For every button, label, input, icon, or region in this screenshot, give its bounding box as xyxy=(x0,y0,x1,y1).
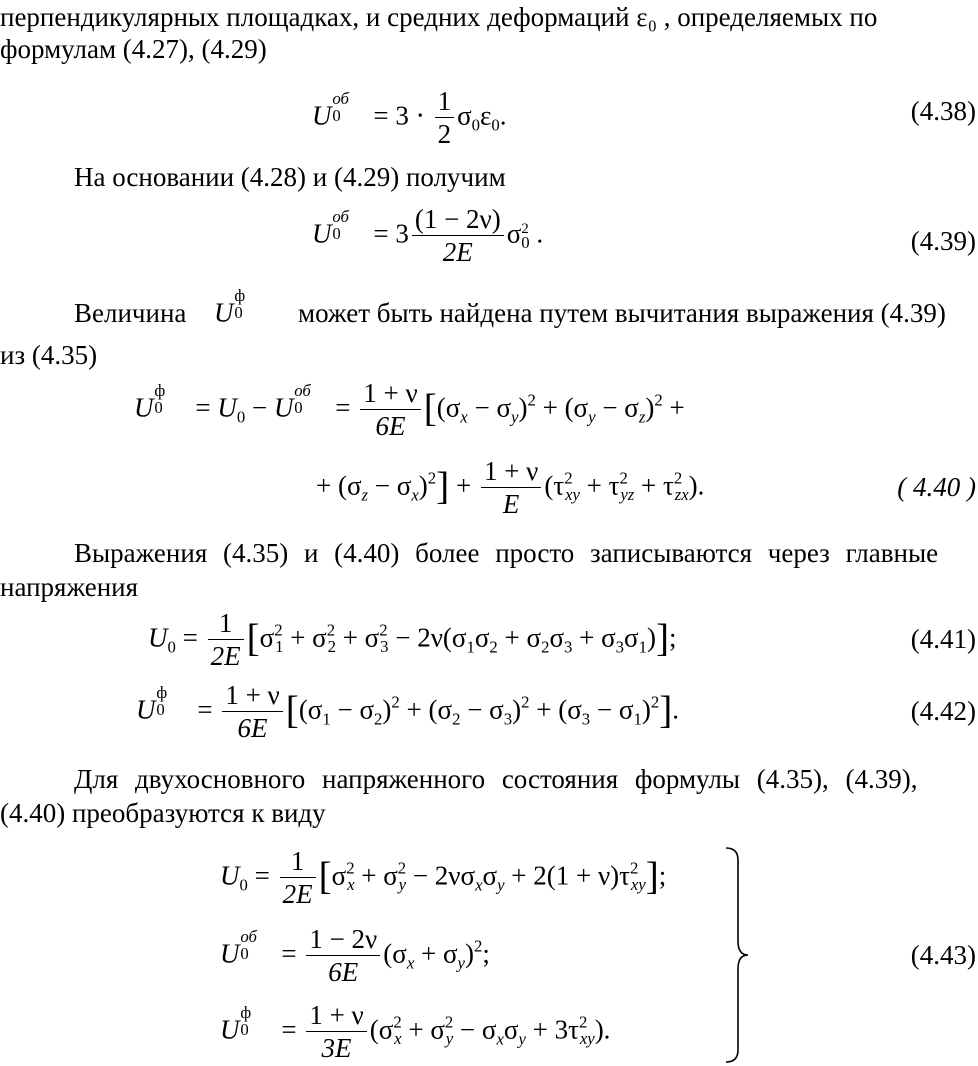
equation-4-43-line-2: U об 0 = $\frac{1 - 2\nu}{6E}$ $(\sigma_x + \sigma_y)^2$; xyxy=(220,924,490,988)
text-line-1: перпендикулярных площадках, и средних деформаций ε₀ , определяемых по xyxy=(0,2,878,32)
text-para-2: На основании (4.28) и (4.29) получим xyxy=(74,162,506,192)
equation-4-43-line-3: U ф 0 = $\frac{1 + \nu}{3E}$ $(\sigma^2_x + \sigma^2_y - \sigma_x\sigma_y + 3\tau^2_{xy})$. xyxy=(220,1000,611,1064)
equation-number-4-39: (4.39) xyxy=(910,226,976,256)
text-para-5: Для двухосновного напряженного состояния формулы (4.35), (4.39), xyxy=(74,764,918,794)
equation-4-41: $U_0$ = $\frac{1}{2E}$ $[\sigma^2_1 + \sigma^2_2 + \sigma^2_3 - 2\nu(\sigma_1\sigma_2 + \sigma_2\sigma_3 + \sigma_3\sigma_1)]$; xyxy=(148,608,677,672)
text-para-3-line-2: из (4.35) xyxy=(0,340,98,370)
right-brace-icon xyxy=(724,846,752,1064)
text-para-5-line-2: (4.40) преобразуются к виду xyxy=(0,798,326,828)
equation-4-38: U об 0 = 3 ⋅ $\frac{1}{2}$ $\sigma_0\varepsilon_0$. xyxy=(312,86,507,150)
text-para-4-line-2: напряжения xyxy=(0,572,139,602)
equation-number-4-41: (4.41) xyxy=(910,624,976,654)
equation-number-4-40: ( 4.40 ) xyxy=(897,472,976,502)
equation-4-39: U об 0 = 3 $\frac{(1 - 2\nu)}{2E}$ $\sigma^2_0$ . xyxy=(312,204,544,268)
equation-4-42: U ф 0 = $\frac{1 + \nu}{6E}$ $[(\sigma_1 - \sigma_2)^2 + (\sigma_2 - \sigma_3)^2 + (\sigma_3 - \sigma_1)^2]$. xyxy=(136,680,679,744)
symbol-U0-phi: U ф 0 xyxy=(214,286,246,328)
equation-4-40-line-1: U ф 0 = $U_0 - U$ об 0 = $\frac{1 + \nu}{6E}$ [$(\sigma_x - \sigma_y)^2 + (\sigma_y - \sigma_z)^2$ + xyxy=(134,378,685,442)
equation-number-4-42: (4.42) xyxy=(910,696,976,726)
text-para-3-end: может быть найдена путем вычитания выражения (4.39) xyxy=(298,298,946,328)
equation-number-4-38: (4.38) xyxy=(910,96,976,126)
text-para-4: Выражения (4.35) и (4.40) более просто записываются через главные xyxy=(74,538,939,568)
text-line-2: формулам (4.27), (4.29) xyxy=(0,34,267,64)
equation-number-4-43: (4.43) xyxy=(910,940,976,970)
equation-4-40-line-2: + $(\sigma_z - \sigma_x)^2$] + $\frac{1 + \nu}{E}$ $(\tau^2_{xy} + \tau^2_{yz} + \tau^2_{zx})$. xyxy=(316,456,705,520)
text-para-3-start: Величина xyxy=(74,298,187,328)
equation-4-43-line-1: $U_0$ = $\frac{1}{2E}$ $[\sigma^2_x + \sigma^2_y - 2\nu\sigma_x\sigma_y + 2(1 + \nu)\tau^2_{xy}]$; xyxy=(220,846,667,910)
